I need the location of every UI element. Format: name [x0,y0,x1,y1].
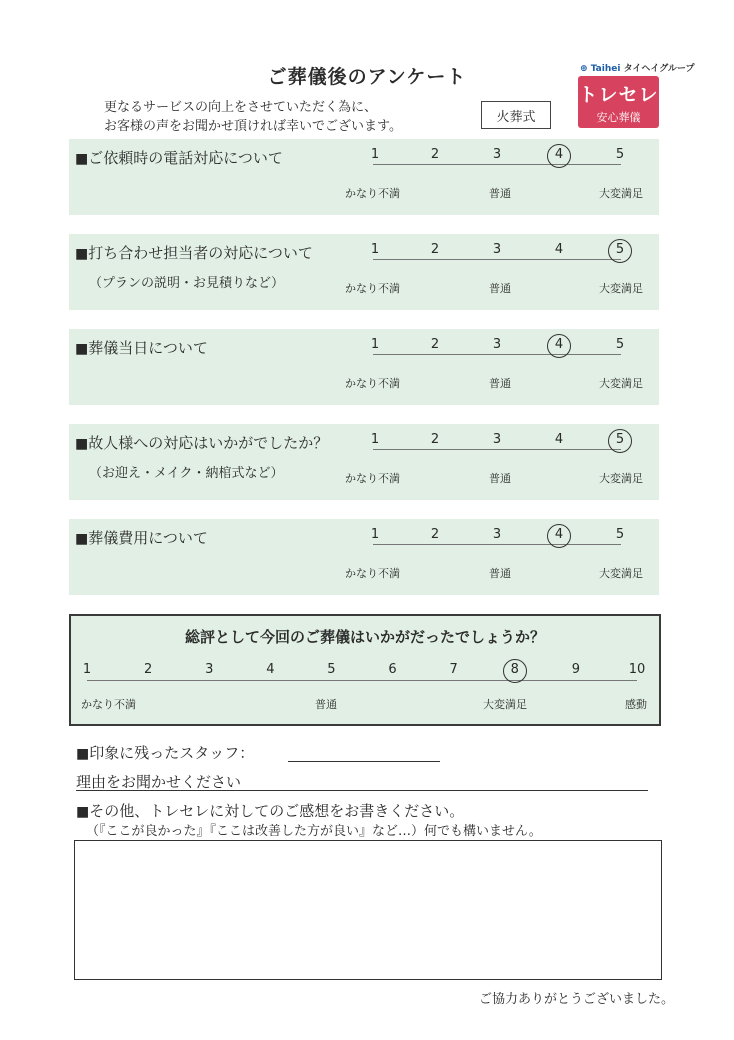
overall-option-4[interactable]: 4 [266,662,275,677]
rating-option-2[interactable]: 2 [430,432,440,447]
selected-rating-circle [547,524,571,548]
overall-option-1[interactable]: 1 [82,662,92,677]
reason-field[interactable] [76,790,648,791]
selected-overall-circle [503,659,527,683]
overall-option-5[interactable]: 5 [327,662,336,677]
scale-label-high: 大変満足 [599,472,643,485]
corporate-logo [580,61,694,74]
overall-option-9[interactable]: 9 [571,662,581,677]
taihei-emblem-icon: ⊕ [580,64,588,74]
scale-label-mid: 普通 [489,472,511,485]
overall-option-10[interactable]: 10 [628,662,646,677]
question-section-3 [69,329,659,405]
question-subtext: （お迎え・メイク・納棺式など） [89,466,284,481]
rating-scale-line [373,259,621,260]
selected-rating-circle [608,429,632,453]
overall-rating-section [69,614,661,726]
rating-option-3[interactable]: 3 [492,432,502,447]
scale-label-high: 大変満足 [599,567,643,580]
rating-option-3[interactable]: 3 [492,527,502,542]
rating-option-2[interactable]: 2 [430,242,440,257]
square-bullet-icon: ■ [75,246,89,262]
comments-hint: （『ここが良かった』『ここは改善した方が良い』など…）何でも構いません。 [86,824,542,839]
question-text [75,147,283,168]
thanks-message: ご協力ありがとうございました。 [478,992,674,1007]
scale-label-high: 大変満足 [599,187,643,200]
question-text [75,432,328,453]
rating-option-3[interactable]: 3 [492,337,502,352]
rating-option-5[interactable]: 5 [615,337,625,352]
intro-text [104,98,402,136]
question-label: 打ち合わせ担当者の対応について [88,244,313,262]
scale-label-mid: 普通 [489,377,511,390]
overall-label-max: 感動 [625,698,647,711]
reason-label: 理由をお聞かせください [76,773,242,791]
rating-option-1[interactable]: 1 [370,242,380,257]
logo-brand: Taihei [590,64,621,74]
rating-option-1[interactable]: 1 [370,432,380,447]
rating-scale-line [373,164,621,165]
staff-label: 印象に残ったスタッフ： [89,744,255,762]
logo-group: タイヘイグループ [623,64,695,74]
rating-option-1[interactable]: 1 [370,147,380,162]
question-section-5 [69,519,659,595]
question-section-4 [69,424,659,500]
scale-label-mid: 普通 [489,567,511,580]
rating-option-5[interactable]: 5 [615,527,625,542]
scale-label-high: 大変満足 [599,282,643,295]
square-bullet-icon: ■ [75,341,89,357]
rating-option-4[interactable]: 4 [554,242,564,257]
question-label: ご依頼時の電話対応について [88,149,283,167]
scale-label-high: 大変満足 [599,377,643,390]
rating-option-2[interactable]: 2 [430,337,440,352]
question-text [75,242,313,263]
logo-name: トレセレ [578,84,659,106]
scale-label-low: かなり不満 [345,567,400,580]
question-text [75,337,208,358]
overall-label-high: 大変満足 [483,698,527,711]
question-label: 葬儀費用について [88,529,208,547]
rating-option-4[interactable]: 4 [554,527,564,542]
overall-scale-line [87,680,637,681]
rating-option-4[interactable]: 4 [554,432,564,447]
square-bullet-icon: ■ [76,804,90,820]
ceremony-type-badge: 火葬式 [481,101,551,129]
comments-question [76,800,464,821]
overall-option-2[interactable]: 2 [143,662,153,677]
rating-option-5[interactable]: 5 [615,147,625,162]
page-title: ご葬儀後のアンケート [267,66,467,88]
rating-option-1[interactable]: 1 [370,527,380,542]
rating-option-2[interactable]: 2 [430,527,440,542]
square-bullet-icon: ■ [75,531,89,547]
overall-label-mid: 普通 [315,698,337,711]
rating-option-3[interactable]: 3 [492,242,502,257]
selected-rating-circle [547,144,571,168]
intro-line-2: お客様の声をお聞かせ頂ければ幸いでございます。 [104,119,402,134]
rating-option-5[interactable]: 5 [615,432,625,447]
question-label: 故人様への対応はいかがでしたか？ [88,434,329,452]
scale-label-low: かなり不満 [345,282,400,295]
staff-question [76,742,254,763]
tresere-logo [578,76,659,128]
rating-option-4[interactable]: 4 [554,337,564,352]
scale-label-mid: 普通 [489,282,511,295]
selected-rating-circle [608,239,632,263]
rating-option-3[interactable]: 3 [492,147,502,162]
overall-option-7[interactable]: 7 [449,662,458,677]
square-bullet-icon: ■ [75,436,89,452]
overall-option-8[interactable]: 8 [510,662,519,677]
rating-option-5[interactable]: 5 [615,242,625,257]
rating-option-1[interactable]: 1 [370,337,380,352]
overall-option-3[interactable]: 3 [205,662,214,677]
rating-scale-line [373,544,621,545]
selected-rating-circle [547,334,571,358]
question-section-1 [69,139,659,215]
question-section-2 [69,234,659,310]
overall-title: 総評として今回のご葬儀はいかがだったでしょうか？ [184,628,545,646]
rating-option-4[interactable]: 4 [554,147,564,162]
intro-line-1: 更なるサービスの向上をさせていただく為に、 [104,100,378,115]
scale-label-low: かなり不満 [345,187,400,200]
logo-tagline: 安心葬儀 [596,111,641,124]
comments-textarea[interactable] [74,840,662,980]
overall-option-6[interactable]: 6 [388,662,397,677]
comments-label: その他、トレセレに対してのご感想をお書きください。 [89,802,465,820]
question-label: 葬儀当日について [88,339,208,357]
rating-scale-line [373,354,621,355]
rating-option-2[interactable]: 2 [430,147,440,162]
rating-scale-line [373,449,621,450]
scale-label-mid: 普通 [489,187,511,200]
staff-name-field[interactable] [288,761,440,762]
scale-label-low: かなり不満 [345,377,400,390]
question-text [75,527,208,548]
scale-label-low: かなり不満 [345,472,400,485]
square-bullet-icon: ■ [76,746,90,762]
overall-label-low: かなり不満 [81,698,136,711]
square-bullet-icon: ■ [75,151,89,167]
question-subtext: （プランの説明・お見積りなど） [89,276,285,291]
